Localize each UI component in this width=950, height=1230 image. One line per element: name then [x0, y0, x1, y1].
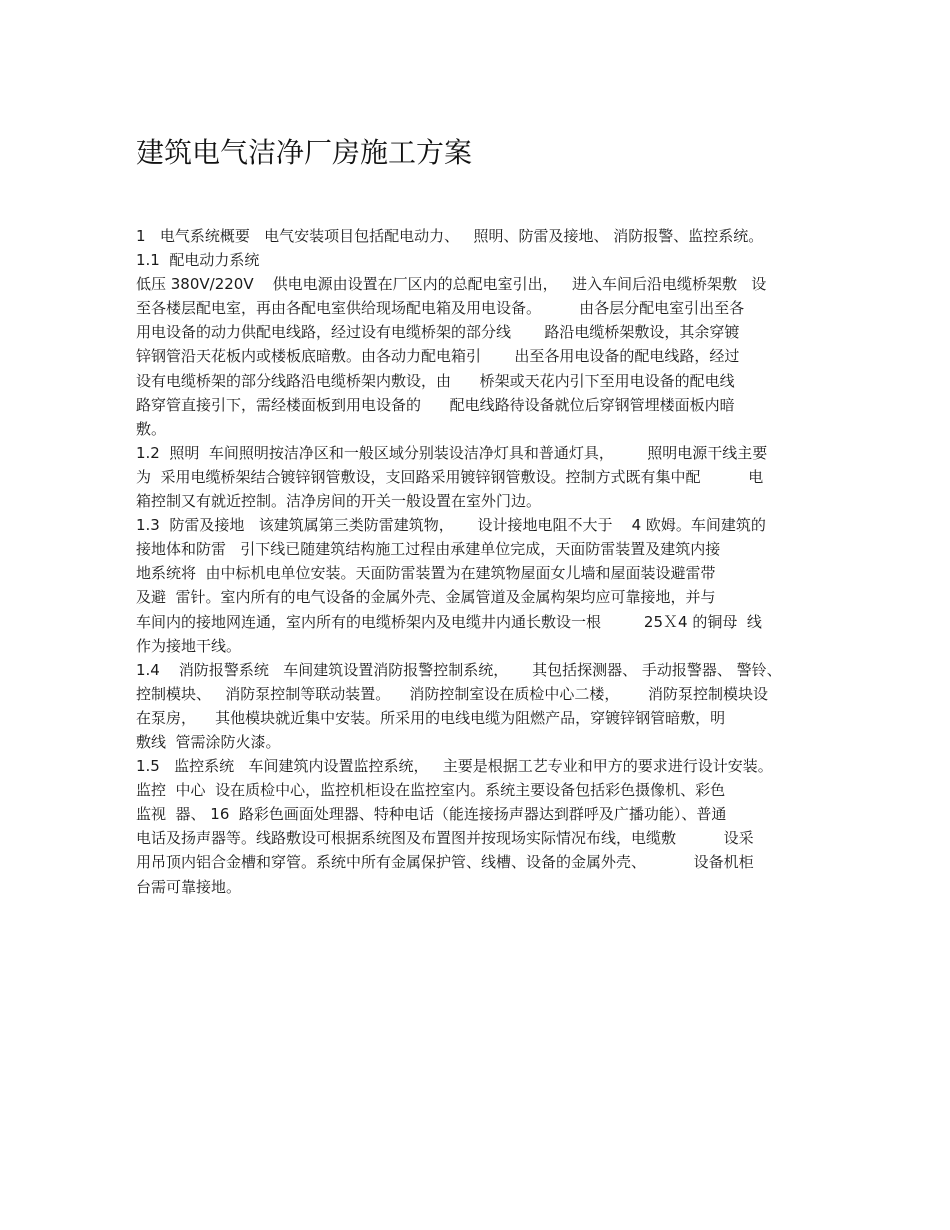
- body-line: 低压 380V/220V 供电电源由设置在厂区内的总配电室引出， 进入车间后沿电缆桥架敷 设: [136, 275, 767, 294]
- body-line: 车间内的接地网连通，室内所有的电缆桥架内及电缆井内通长敷设一根 25Ｘ4 的铜母 线: [136, 612, 762, 631]
- document-title: 建筑电气洁净厂房施工方案: [136, 136, 473, 169]
- body-line: 1.5 监控系统 车间建筑内设置监控系统， 主要是根据工艺专业和甲方的要求进行设计安装。: [136, 757, 773, 776]
- body-line: 1.4 消防报警系统 车间建筑设置消防报警控制系统， 其包括探测器、 手动报警器、 警铃、: [136, 660, 782, 679]
- body-line: 1.3 防雷及接地 该建筑属第三类防雷建筑物， 设计接地电阻不大于 4 欧姆。车间建筑的: [136, 516, 766, 535]
- body-line: 在泵房， 其他模块就近集中安装。所采用的电线电缆为阻燃产品，穿镀锌钢管暗敷，明: [136, 708, 726, 727]
- body-line: 至各楼层配电室，再由各配电室供给现场配电箱及用电设备。 由各层分配电室引出至各: [136, 299, 745, 318]
- body-line: 作为接地干线。: [136, 636, 242, 655]
- body-line: 路穿管直接引下，需经楼面板到用电设备的 配电线路待设备就位后穿钢管埋楼面板内暗: [136, 395, 735, 414]
- body-line: 地系统将 由中标机电单位安装。天面防雷装置为在建筑物屋面女儿墙和屋面装设避雷带: [136, 564, 716, 583]
- body-line: 敷线 管需涂防火漆。: [136, 732, 281, 751]
- body-line: 台需可靠接地。: [136, 877, 242, 896]
- body-line: 及避 雷针。室内所有的电气设备的金属外壳、金属管道及金属构架均应可靠接地，并与: [136, 588, 716, 607]
- body-line: 电话及扬声器等。线路敷设可根据系统图及布置图并按现场实际情况布线，电缆敷 设采: [136, 829, 754, 848]
- body-line: 为 采用电缆桥架结合镀锌钢管敷设，支回路采用镀锌钢管敷设。控制方式既有集中配 电: [136, 467, 764, 486]
- body-line: 1.2 照明 车间照明按洁净区和一般区域分别装设洁净灯具和普通灯具， 照明电源干线主要: [136, 443, 768, 462]
- document-body: [136, 224, 816, 899]
- body-line: 敷。: [136, 419, 167, 438]
- body-line: 接地体和防雷 引下线已随建筑结构施工过程由承建单位完成，天面防雷装置及建筑内接: [136, 540, 721, 559]
- body-line: 用电设备的动力供配电线路，经过设有电缆桥架的部分线 路沿电缆桥架敷设，其余穿镀: [136, 323, 740, 342]
- body-line: 设有电缆桥架的部分线路沿电缆桥架内敷设，由 桥架或天花内引下至用电设备的配电线: [136, 371, 735, 390]
- body-line: 箱控制又有就近控制。洁净房间的开关一般设置在室外门边。: [136, 492, 542, 511]
- body-line: 用吊顶内铝合金槽和穿管。系统中所有金属保护管、线槽、设备的金属外壳、 设备机柜: [136, 853, 754, 872]
- body-line: 监控 中心 设在质检中心，监控机柜设在监控室内。系统主要设备包括彩色摄像机、彩色: [136, 781, 726, 800]
- body-line: 1.1 配电动力系统: [136, 251, 260, 270]
- body-line: 1 电气系统概要 电气安装项目包括配电动力、 照明、防雷及接地、 消防报警、监控系统。: [136, 227, 764, 245]
- body-line: 控制模块、 消防泵控制等联动装置。 消防控制室设在质检中心二楼， 消防泵控制模块设: [136, 684, 768, 703]
- body-line: 锌钢管沿天花板内或楼板底暗敷。由各动力配电箱引 出至各用电设备的配电线路，经过: [136, 347, 740, 366]
- body-line: 监视 器、 16 路彩色画面处理器、特种电话（能连接扬声器达到群呼及广播功能）、普通: [136, 805, 727, 824]
